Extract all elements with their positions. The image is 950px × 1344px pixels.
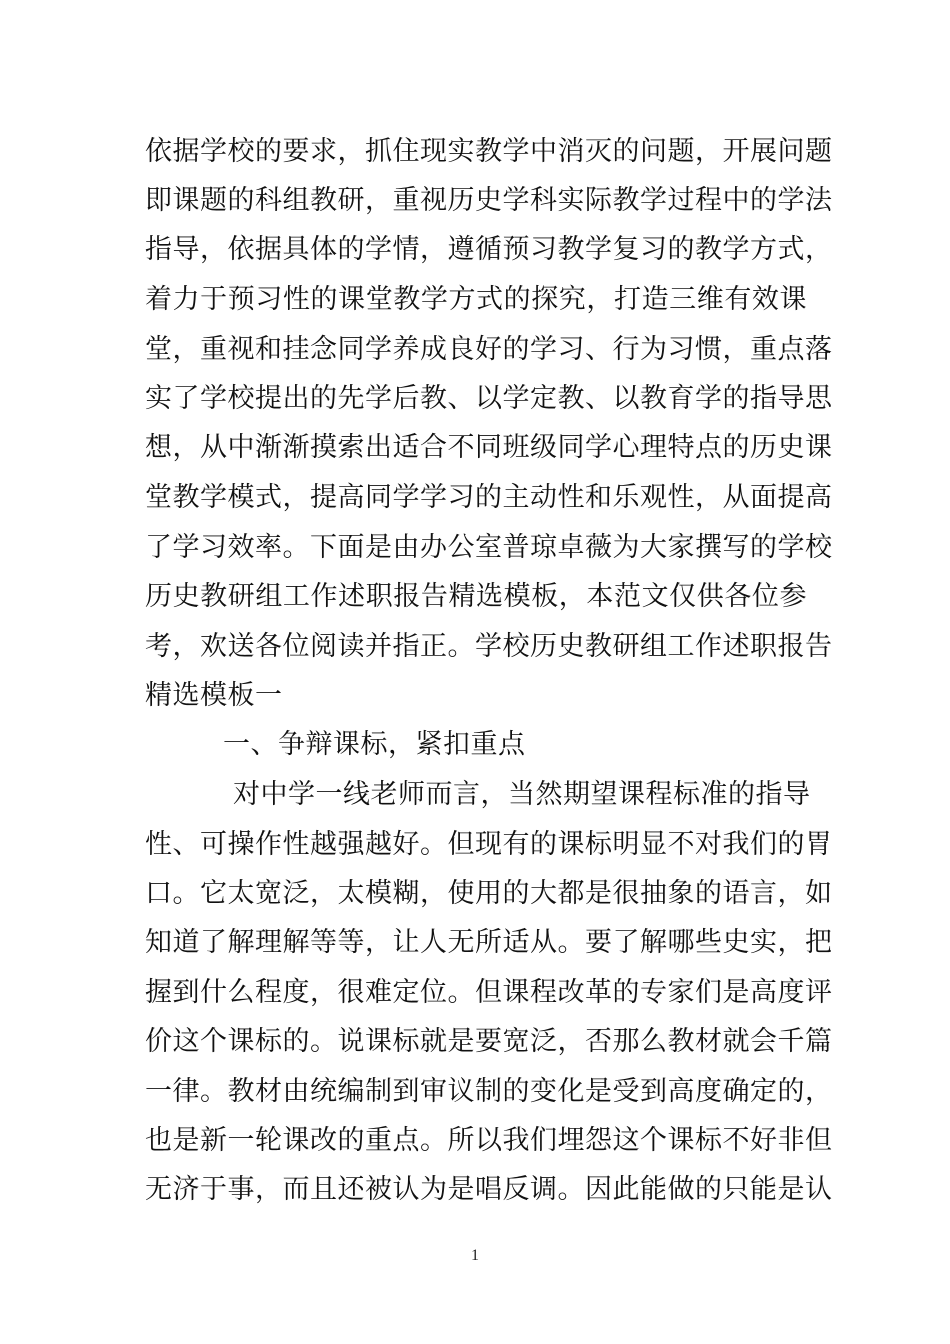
text-line: 也是新一轮课改的重点。所以我们埋怨这个课标不好非但 [145,1125,833,1156]
text-line: 性、可操作性越强越好。但现有的课标明显不对我们的胃 [145,829,833,860]
text-line: 价这个课标的。说课标就是要宽泛，否那么教材就会千篇 [145,1026,833,1057]
text-line: 实了学校提出的先学后教、以学定教、以教育学的指导思 [145,383,833,414]
text-line: 想，从中渐渐摸索出适合不同班级同学心理特点的历史课 [145,432,833,463]
text-line: 堂教学模式，提高同学学习的主动性和乐观性，从面提高 [145,482,833,513]
text-line: 考，欢送各位阅读并指正。学校历史教研组工作述职报告 [145,631,833,662]
text-line: 依据学校的要求，抓住现实教学中消灭的问题，开展问题 [145,136,833,167]
text-line: 口。它太宽泛，太模糊，使用的大都是很抽象的语言，如 [145,878,833,909]
page-number: 1 [471,1247,479,1264]
text-line: 知道了解理解等等，让人无所适从。要了解哪些史实，把 [145,927,833,958]
paragraph-first-line: 对中学一线老师而言，当然期望课程标准的指导 [233,779,811,810]
text-line: 即课题的科组教研，重视历史学科实际教学过程中的学法 [145,185,833,216]
text-line: 指导，依据具体的学情，遵循预习教学复习的教学方式， [145,234,833,265]
section-heading: 一、争辩课标，紧扣重点 [223,729,526,760]
text-line: 历史教研组工作述职报告精选模板，本范文仅供各位参 [145,581,807,612]
text-line: 一律。教材由统编制到审议制的变化是受到高度确定的， [145,1076,833,1107]
text-line: 无济于事，而且还被认为是唱反调。因此能做的只能是认 [145,1174,833,1205]
text-line: 精选模板一 [145,680,283,711]
text-line: 了学习效率。下面是由办公室普琼卓薇为大家撰写的学校 [145,532,833,563]
text-line: 着力于预习性的课堂教学方式的探究，打造三维有效课 [145,284,807,315]
text-line: 握到什么程度，很难定位。但课程改革的专家们是高度评 [145,977,833,1008]
text-line: 堂，重视和挂念同学养成良好的学习、行为习惯，重点落 [145,334,833,365]
